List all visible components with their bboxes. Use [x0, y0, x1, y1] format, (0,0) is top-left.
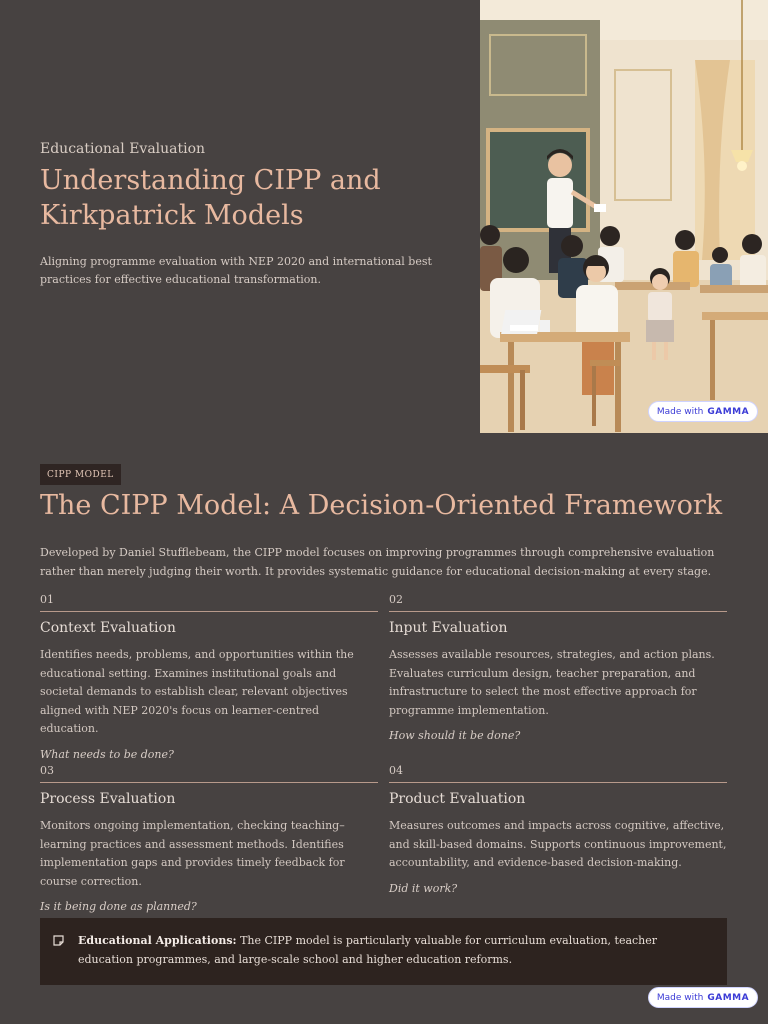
card-title: Context Evaluation [40, 620, 176, 636]
note-icon [53, 935, 64, 946]
card-number: 01 [40, 593, 54, 606]
section-tag: CIPP MODEL [40, 464, 121, 485]
applications-text: The CIPP model is particularly valuable for curriculum evaluation, teacher education programmes, and large-scale school and higher education reforms. [78, 934, 658, 966]
gamma-logo-text: GAMMA [707, 406, 750, 417]
badge-prefix: Made with [656, 992, 704, 1003]
card-question: Did it work? [389, 881, 458, 895]
section-heading: The CIPP Model: A Decision-Oriented Framework [40, 490, 723, 521]
card-number: 03 [40, 764, 54, 777]
badge-prefix: Made with [656, 406, 704, 417]
hero-section [0, 0, 768, 433]
page-title: Understanding CIPP and Kirkpatrick Models [40, 165, 381, 231]
card-question: How should it be done? [389, 729, 521, 742]
hero-eyebrow: Educational Evaluation [40, 141, 206, 157]
card-number: 04 [389, 764, 403, 777]
cipp-card-product [389, 764, 727, 897]
gamma-logo-text: GAMMA [707, 992, 750, 1003]
card-divider [40, 782, 378, 783]
hero-lede: Aligning programme evaluation with NEP 2020 and international best practices for effective educational transformation. [40, 255, 432, 286]
card-question: What needs to be done? [40, 747, 174, 761]
applications-callout [40, 918, 727, 985]
card-number: 02 [389, 593, 403, 606]
cipp-card-input [389, 593, 727, 744]
card-body: Identifies needs, problems, and opportunities within the educational setting. Examines institutional goals and societal demands to establish clear, relevant objectives aligned with NEP 2020's focus on learner-centred education. [40, 648, 354, 735]
applications-label: Educational Applications: [78, 934, 237, 947]
card-body: Monitors ongoing implementation, checking teaching–learning practices and assessment methods. Identifies implementation gaps and provides timely feedback for course correction. [40, 819, 345, 888]
card-title: Input Evaluation [389, 620, 508, 636]
card-body: Measures outcomes and impacts across cognitive, affective, and skill-based domains. Supports continuous improvement, accountability, and evidence-based decision-making. [389, 819, 727, 869]
cipp-card-context [40, 593, 378, 763]
card-divider [389, 611, 727, 612]
card-divider [389, 782, 727, 783]
card-question: Is it being done as planned? [40, 900, 197, 913]
card-body: Assesses available resources, strategies, and action plans. Evaluates curriculum design, teacher preparation, and infrastructure to select the most effective approach for programme implementation. [389, 648, 715, 717]
card-title: Product Evaluation [389, 791, 526, 807]
section-intro: Developed by Daniel Stufflebeam, the CIPP model focuses on improving programmes through comprehensive evaluation rather than merely judging their worth. It provides systematic guidance for educational decision-making at every stage. [40, 546, 715, 578]
card-divider [40, 611, 378, 612]
made-with-gamma-badge-bottom[interactable] [648, 987, 758, 1008]
cipp-card-process [40, 764, 378, 915]
card-title: Process Evaluation [40, 791, 176, 807]
classroom-illustration [480, 0, 768, 433]
made-with-gamma-badge[interactable] [648, 401, 758, 422]
